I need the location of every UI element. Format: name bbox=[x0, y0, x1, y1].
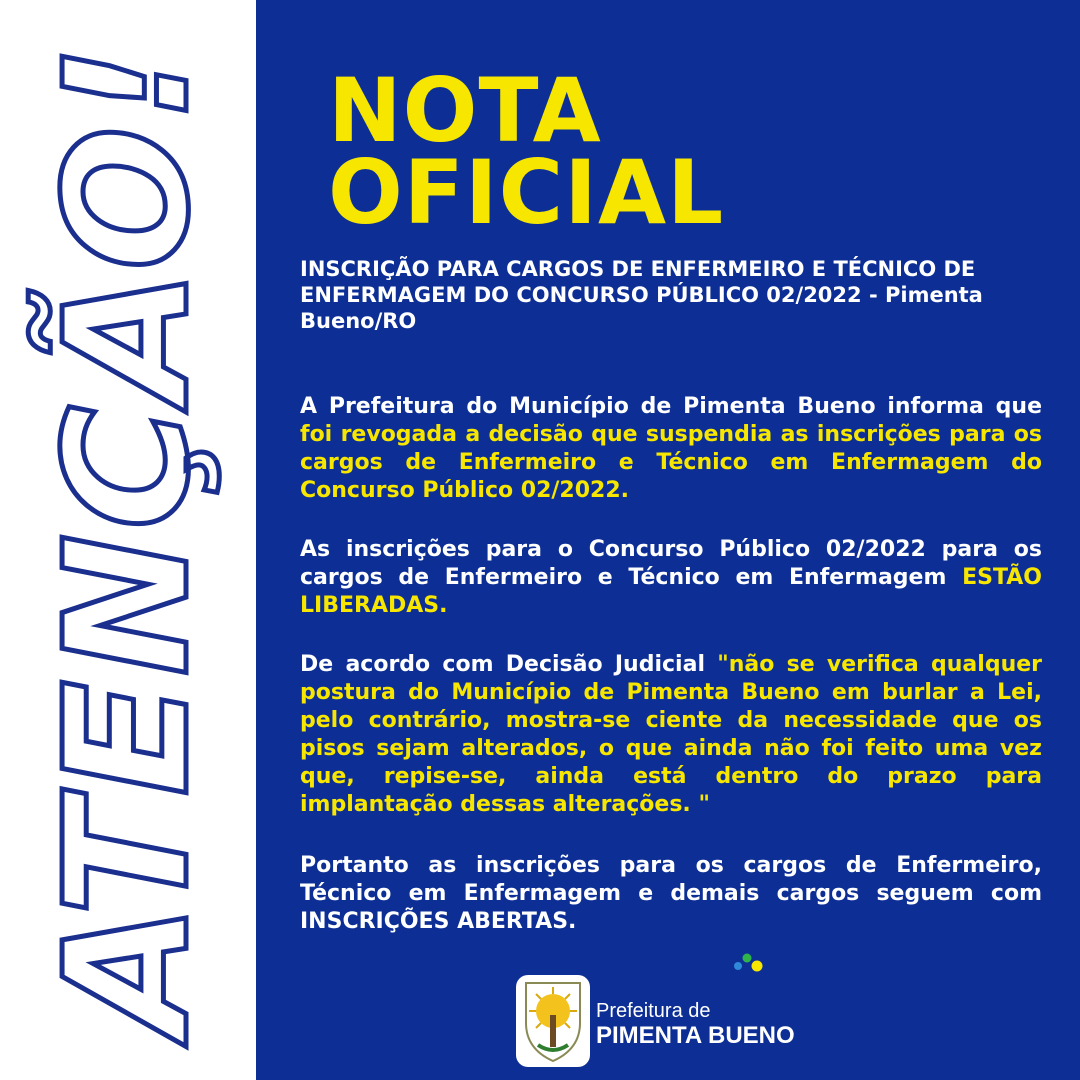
headline: INSCRIÇÃO PARA CARGOS DE ENFERMEIRO E TÉCNICO DE ENFERMAGEM DO CONCURSO PÚBLICO 02/2022 - Pimenta Bueno/RO bbox=[300, 257, 983, 333]
title-line-2: OFICIAL bbox=[328, 141, 725, 244]
paragraph-3-highlight: "não se verifica qualquer postura do Município de Pimenta Bueno em burlar a Lei, pelo contrário, mostra-se ciente da necessidade que os pisos sejam alterados, o que ainda não foi feito uma vez que, repise-se, ainda está dentro do prazo para implantação dessas alterações. " bbox=[300, 652, 1042, 817]
paragraph-4 bbox=[300, 852, 1042, 936]
paragraph-3-text: De acordo com Decisão Judicial bbox=[300, 652, 718, 677]
paragraph-3 bbox=[300, 651, 1042, 819]
side-banner-text: ATENÇÃO! bbox=[29, 40, 227, 1036]
page-title bbox=[328, 59, 725, 244]
paragraph-2-highlight: ESTÃO LIBERADAS. bbox=[300, 565, 1042, 618]
paragraph-1 bbox=[300, 393, 1042, 505]
city-emblem-icon bbox=[516, 975, 590, 1067]
paragraph-1-highlight: foi revogada a decisão que suspendia as inscrições para os cargos de Enfermeiro e Técnico em Enfermagem do Concurso Público 02/2022. bbox=[300, 422, 1042, 503]
paragraph-4-text: Portanto as inscrições para os cargos de Enfermeiro, Técnico em Enfermagem e demais cargos seguem com INSCRIÇÕES ABERTAS. bbox=[300, 853, 1042, 934]
title-line-1: NOTA bbox=[328, 59, 602, 162]
logo-line-1: Prefeitura de bbox=[596, 1000, 711, 1022]
paragraph-2-text: As inscrições para o Concurso Público 02/2022 para os cargos de Enfermeiro e Técnico em Enfermagem bbox=[300, 537, 1042, 590]
logo-text bbox=[596, 1000, 795, 1050]
side-banner-strip bbox=[0, 0, 256, 1080]
paragraph-1-text: A Prefeitura do Município de Pimenta Bueno informa que bbox=[300, 394, 1042, 419]
logo-dots-icon bbox=[730, 952, 764, 980]
logo-line-2: PIMENTA BUENO bbox=[596, 1022, 795, 1049]
paragraph-2 bbox=[300, 536, 1042, 620]
